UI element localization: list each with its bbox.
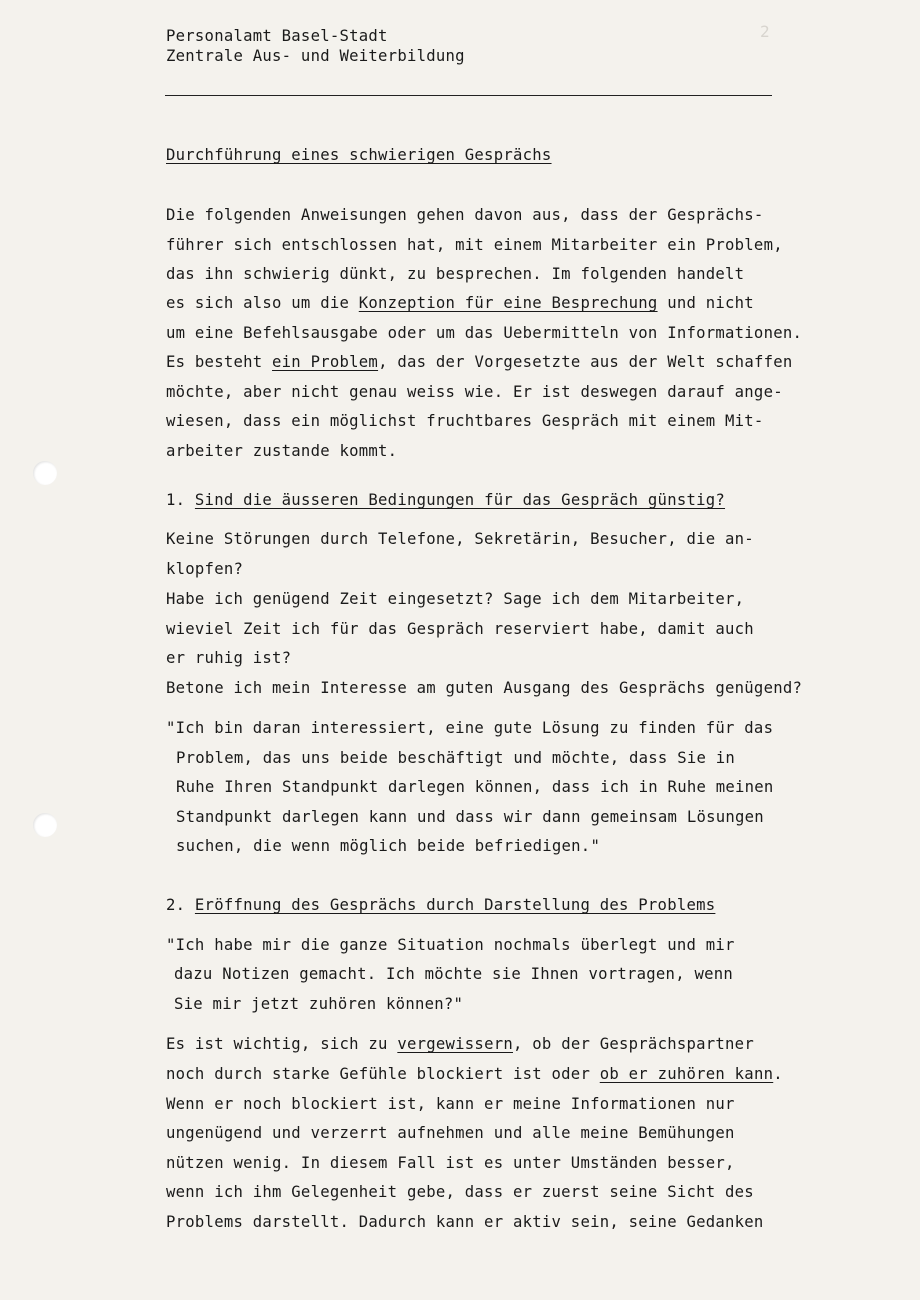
section-2-line: Problems darstellt. Dadurch kann er aktiv sein, seine Gedanken — [166, 1213, 764, 1231]
intro-line: möchte, aber nicht genau weiss wie. Er ist deswegen darauf ange- — [166, 383, 783, 401]
section-2-line: noch durch starke Gefühle blockiert ist oder ob er zuhören kann. — [166, 1065, 783, 1083]
emphasis-underline: ein Problem — [272, 353, 379, 371]
section-1-quote: suchen, die wenn möglich beide befriedigen." — [176, 837, 601, 855]
section-2-line: nützen wenig. In diesem Fall ist es unter Umständen besser, — [166, 1154, 735, 1172]
section-2-line: wenn ich ihm Gelegenheit gebe, dass er zuerst seine Sicht des — [166, 1183, 754, 1201]
section-2-line: ungenügend und verzerrt aufnehmen und alle meine Bemühungen — [166, 1124, 735, 1142]
section-1-line: er ruhig ist? — [166, 649, 292, 667]
section-1-quote: Ruhe Ihren Standpunkt darlegen können, dass ich in Ruhe meinen — [176, 778, 774, 796]
intro-line: um eine Befehlsausgabe oder um das Uebermitteln von Informationen. — [166, 324, 803, 342]
emphasis-underline: vergewissern — [397, 1035, 513, 1053]
intro-line: wiesen, dass ein möglichst fruchtbares Gespräch mit einem Mit- — [166, 412, 764, 430]
punch-hole-top — [33, 461, 57, 485]
intro-line: führer sich entschlossen hat, mit einem Mitarbeiter ein Problem, — [166, 236, 783, 254]
header-department: Zentrale Aus- und Weiterbildung — [166, 47, 465, 65]
section-2-heading: 2. Eröffnung des Gesprächs durch Darstellung des Problems — [166, 896, 716, 914]
section-2-line: Es ist wichtig, sich zu vergewissern, ob der Gesprächspartner — [166, 1035, 754, 1053]
intro-line: arbeiter zustande kommt. — [166, 442, 398, 460]
section-1-line: wieviel Zeit ich für das Gespräch reserviert habe, damit auch — [166, 620, 754, 638]
punch-hole-bottom — [33, 813, 57, 837]
emphasis-underline: Konzeption für eine Besprechung — [358, 294, 658, 312]
section-1-quote: Standpunkt darlegen kann und dass wir dann gemeinsam Lösungen — [176, 808, 764, 826]
section-2-quote: "Ich habe mir die ganze Situation nochmals überlegt und mir — [166, 936, 735, 954]
section-1-quote: "Ich bin daran interessiert, eine gute Lösung zu finden für das — [166, 719, 774, 737]
document-title: Durchführung eines schwierigen Gesprächs — [166, 146, 552, 164]
section-1-heading: 1. Sind die äusseren Bedingungen für das Gespräch günstig? — [166, 491, 726, 509]
section-2-line: Wenn er noch blockiert ist, kann er meine Informationen nur — [166, 1095, 735, 1113]
section-2-quote: dazu Notizen gemacht. Ich möchte sie Ihnen vortragen, wenn — [174, 965, 734, 983]
section-1-line: klopfen? — [166, 560, 244, 578]
intro-line: Die folgenden Anweisungen gehen davon aus, dass der Gesprächs- — [166, 206, 764, 224]
section-1-quote: Problem, das uns beide beschäftigt und möchte, dass Sie in — [176, 749, 736, 767]
intro-line: Es besteht ein Problem, das der Vorgesetzte aus der Welt schaffen — [166, 353, 793, 371]
intro-line: es sich also um die Konzeption für eine Besprechung und nicht — [166, 294, 754, 312]
header-rule — [165, 95, 772, 96]
section-2-quote: Sie mir jetzt zuhören können?" — [174, 995, 464, 1013]
section-1-line: Betone ich mein Interesse am guten Ausgang des Gesprächs genügend? — [166, 679, 803, 697]
page-number: 2 — [760, 22, 770, 41]
section-1-line: Keine Störungen durch Telefone, Sekretärin, Besucher, die an- — [166, 530, 754, 548]
emphasis-underline: ob er zuhören kann — [599, 1065, 774, 1083]
section-1-line: Habe ich genügend Zeit eingesetzt? Sage ich dem Mitarbeiter, — [166, 590, 745, 608]
intro-line: das ihn schwierig dünkt, zu besprechen. Im folgenden handelt — [166, 265, 745, 283]
header-org: Personalamt Basel-Stadt — [166, 27, 388, 45]
